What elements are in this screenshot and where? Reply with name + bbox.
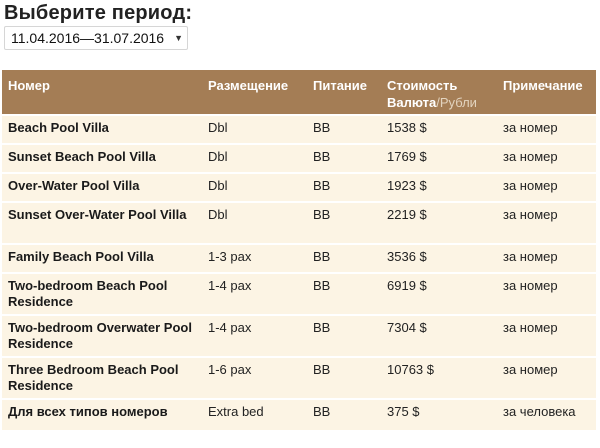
note-cell: за номер (497, 116, 596, 143)
placement-cell: Dbl (202, 116, 307, 143)
room-name-cell: Для всех типов номеров (2, 400, 202, 430)
cost-currency-toggle[interactable]: Валюта (387, 95, 437, 110)
price-cell: 1923 $ (381, 174, 497, 201)
meals-cell: BB (307, 245, 381, 272)
note-cell: за номер (497, 174, 596, 201)
meals-cell: BB (307, 174, 381, 201)
room-name-cell: Three Bedroom Beach Pool Residence (2, 358, 202, 398)
column-header-cost (381, 70, 497, 114)
table-row (2, 274, 596, 314)
table-row (2, 116, 596, 143)
placement-cell: Dbl (202, 145, 307, 172)
room-name-cell: Beach Pool Villa (2, 116, 202, 143)
page-title: Выберите период: (4, 2, 193, 24)
meals-cell: BB (307, 203, 381, 243)
note-cell: за номер (497, 274, 596, 314)
note-cell: за номер (497, 316, 596, 356)
column-header-placement: Размещение (202, 70, 307, 114)
placement-cell: Extra bed (202, 400, 307, 430)
meals-cell: BB (307, 145, 381, 172)
note-cell: за номер (497, 245, 596, 272)
note-cell: за человека (497, 400, 596, 430)
cost-separator: / (436, 95, 440, 110)
column-header-note: Примечание (497, 70, 596, 114)
price-cell: 1769 $ (381, 145, 497, 172)
price-cell: 10763 $ (381, 358, 497, 398)
table-row (2, 203, 596, 243)
placement-cell: 1-4 pax (202, 316, 307, 356)
room-name-cell: Family Beach Pool Villa (2, 245, 202, 272)
room-name-cell: Sunset Over-Water Pool Villa (2, 203, 202, 243)
price-cell: 6919 $ (381, 274, 497, 314)
cost-header-label: Стоимость (387, 78, 458, 93)
placement-cell: 1-6 pax (202, 358, 307, 398)
note-cell: за номер (497, 145, 596, 172)
meals-cell: BB (307, 274, 381, 314)
table-row (2, 245, 596, 272)
period-select[interactable] (4, 26, 188, 50)
room-name-cell: Sunset Beach Pool Villa (2, 145, 202, 172)
meals-cell: BB (307, 316, 381, 356)
placement-cell: Dbl (202, 174, 307, 201)
meals-cell: BB (307, 116, 381, 143)
price-cell: 375 $ (381, 400, 497, 430)
table-header-row (2, 70, 596, 114)
table-row (2, 316, 596, 356)
period-select-value: 11.04.2016—31.07.2016 (11, 30, 165, 46)
price-cell: 7304 $ (381, 316, 497, 356)
column-header-room: Номер (2, 70, 202, 114)
placement-cell: 1-4 pax (202, 274, 307, 314)
note-cell: за номер (497, 203, 596, 243)
price-cell: 2219 $ (381, 203, 497, 243)
room-name-cell: Two-bedroom Overwater Pool Residence (2, 316, 202, 356)
table-row (2, 174, 596, 201)
table-row (2, 145, 596, 172)
placement-cell: 1-3 pax (202, 245, 307, 272)
price-cell: 3536 $ (381, 245, 497, 272)
cost-rub-toggle[interactable]: Рубли (439, 95, 477, 110)
price-cell: 1538 $ (381, 116, 497, 143)
chevron-down-icon: ▼ (174, 33, 184, 43)
table-row (2, 400, 596, 430)
column-header-meals: Питание (307, 70, 381, 114)
room-name-cell: Over-Water Pool Villa (2, 174, 202, 201)
placement-cell: Dbl (202, 203, 307, 243)
table-row (2, 358, 596, 398)
meals-cell: BB (307, 400, 381, 430)
room-name-cell: Two-bedroom Beach Pool Residence (2, 274, 202, 314)
meals-cell: BB (307, 358, 381, 398)
note-cell: за номер (497, 358, 596, 398)
price-table (2, 68, 596, 432)
